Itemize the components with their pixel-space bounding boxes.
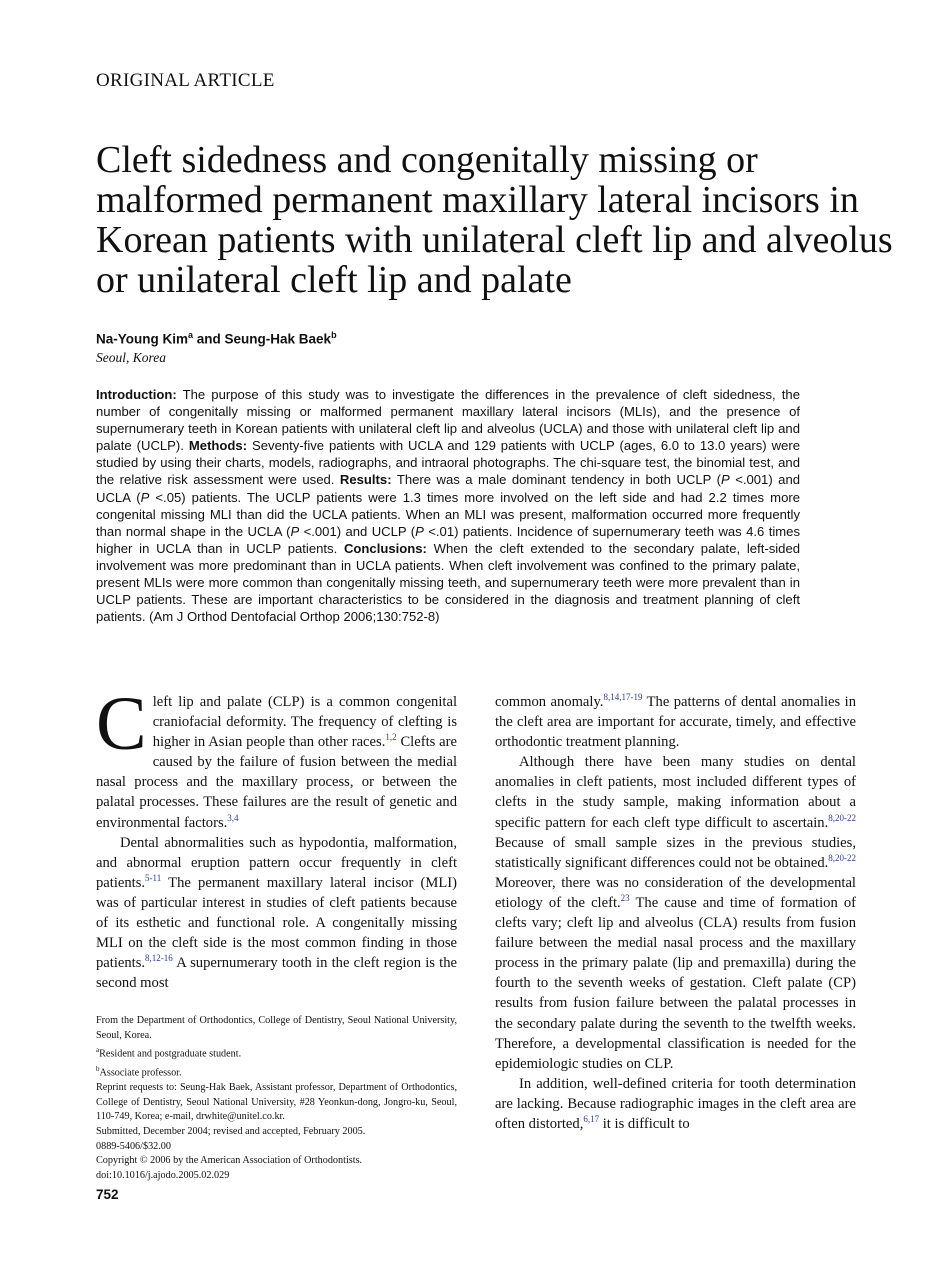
footnote-mark: a (96, 1046, 100, 1055)
p-value-symbol: P (140, 489, 150, 505)
body-text: A supernumerary tooth in the cleft region is the second most (96, 955, 457, 992)
abstract-conclusions-heading: Conclusions: (343, 540, 427, 556)
footnote-copyright: Copyright © 2006 by the American Association of Orthodontists. (96, 1155, 363, 1167)
article-title: Cleft sidedness and congenitally missing or malformed permanent maxillary lateral incisors in Korean patients with unilateral cleft lip and alveolus or unilateral cleft lip and palate (96, 139, 893, 301)
body-paragraph (96, 833, 457, 994)
author-joiner: and (193, 331, 225, 347)
footnote-text: Associate professor. (99, 1067, 182, 1079)
p-value-symbol: P (290, 523, 300, 539)
body-text: common anomaly. (495, 694, 604, 710)
body-text: In addition, well-defined criteria for tooth determination are lacking. Because radiographic images in the cleft area are often distorted, (495, 1075, 856, 1132)
abstract-results-text: <.01) patients. Incidence of supernumerary teeth was 4.6 times higher in UCLA than in UCLP patients. (96, 523, 800, 556)
abstract-results-text: <.05) patients. The UCLP patients were 1.3 times more involved on the left side and had 2.2 times more congenital missing MLI than did the UCLA patients. When an MLI was present, malformation occurred more frequently than normal shape in the UCLA ( (96, 489, 800, 539)
body-text: left lip and palate (CLP) is a common congenital craniofacial deformity. The frequency of clefting is higher in Asian people than other races. (152, 694, 457, 751)
body-text: Although there have been many studies on dental anomalies in cleft patients, most included different types of clefts in the study sample, making information about a specific pattern for each cleft type difficult to ascertain. (495, 754, 856, 831)
footnote-submitted: Submitted, December 2004; revised and accepted, February 2005. (96, 1125, 366, 1137)
p-value-symbol: P (415, 523, 424, 539)
citation-link[interactable]: 1,2 (385, 732, 397, 743)
footnote-doi[interactable]: doi:10.1016/j.ajodo.2005.02.029 (96, 1169, 230, 1181)
author-name: Na-Young Kim (96, 331, 188, 347)
abstract-results-heading: Results: (339, 472, 392, 488)
footnote-issn: 0889-5406/$32.00 (96, 1140, 171, 1152)
body-paragraph (495, 1074, 856, 1134)
body-column-left (96, 682, 457, 993)
abstract (96, 386, 800, 625)
abstract-intro-heading: Introduction: (96, 387, 177, 402)
abstract-intro-text: The purpose of this study was to investigate the differences in the prevalence of cleft sidedness, the number of congenitally missing or malformed permanent maxillary lateral incisors (MLIs), and the presence of supernumerary teeth in Korean patients with unilateral cleft lip and alveolus (UCLA) and those with unilateral cleft lip and palate (UCLP). (96, 387, 800, 454)
citation-link[interactable]: 23 (620, 892, 630, 903)
body-paragraph (495, 752, 856, 1074)
body-paragraph (96, 682, 457, 833)
citation-link[interactable]: 8,14,17-19 (603, 692, 643, 702)
p-value-symbol: P (720, 472, 730, 488)
footnote-affiliation: From the Department of Orthodontics, College of Dentistry, Seoul National University, Seoul, Korea. (96, 1015, 457, 1041)
body-text: Clefts are caused by the failure of fusion between the medial nasal process and the maxillary process, or between the palatal processes. These failures are the result of genetic and environmental factors. (96, 734, 457, 831)
section-label: ORIGINAL ARTICLE (96, 70, 275, 91)
citation-link[interactable]: 8,12-16 (145, 953, 173, 964)
abstract-results-text: There was a male dominant tendency in both UCLP ( (391, 472, 721, 488)
footnote-mark: b (96, 1065, 100, 1074)
citation-link[interactable]: 8,20-22 (828, 852, 857, 863)
body-text: The patterns of dental anomalies in the cleft area are important for accurate, timely, and effective orthodontic treatment planning. (495, 694, 856, 751)
abstract-methods-heading: Methods: (188, 438, 248, 454)
footnote-reprint: Reprint requests to: Seung-Hak Baek, Assistant professor, Department of Orthodontics, College of Dentistry, Seoul National University, #28 Yeonkun-dong, Jongro-ku, Seoul, 110-749, Korea; e-mail, drwhite@unitel.co.kr. (96, 1082, 457, 1123)
footnote-a (96, 1043, 457, 1062)
body-text: Because of small sample sizes in the previous studies, statistically significant differences could not be obtained. (495, 834, 856, 871)
citation-link[interactable]: 3,4 (227, 812, 239, 823)
body-text: The cause and time of formation of clefts vary; cleft lip and alveolus (CLA) results from fusion failure between the medial nasal process and the maxillary process in the primary palate (lip and premaxilla) during the fourth to the seventh weeks of gestation. Cleft palate (CP) results from fusion failure between the palatal processes in the secondary palate during the seventh to the twelfth weeks. Therefore, a developmental classification is needed for the epidemiologic studies on CLP. (495, 894, 856, 1072)
footnote-b (96, 1062, 457, 1081)
abstract-results-text: <.001) and UCLP ( (299, 523, 416, 539)
body-text: it is difficult to (599, 1115, 690, 1132)
body-column-right (495, 692, 856, 1134)
author-location: Seoul, Korea (96, 350, 166, 365)
author-affiliation-mark: b (331, 330, 337, 340)
abstract-conclusions-text: When the cleft extended to the secondary palate, left-sided involvement was more predominant than in UCLA patients. When cleft involvement was confined to the primary palate, present MLIs were more common than congenitally missing teeth, and supernumerary teeth were more prevalent than in UCLP patients. These are important characteristics to be considered in the diagnosis and treatment planning of cleft patients. (Am J Orthod Dentofacial Orthop 2006;130:752-8) (96, 540, 801, 625)
body-text: Dental abnormalities such as hypodontia, malformation, and abnormal eruption pattern occur frequently in cleft patients. (96, 834, 457, 891)
author-affiliation-mark: a (188, 330, 194, 340)
citation-link[interactable]: 5-11 (145, 872, 162, 883)
body-text: The permanent maxillary lateral incisor (MLI) was of particular interest in studies of cleft patients because of its esthetic and functional role. A congenitally missing MLI on the cleft side is the most common finding in those patients. (96, 874, 457, 972)
author-name: Seung-Hak Baek (224, 331, 332, 347)
drop-cap: C (96, 682, 147, 766)
author-list (96, 330, 337, 347)
page-number: 752 (96, 1187, 119, 1202)
citation-link[interactable]: 6,17 (583, 1113, 600, 1124)
body-paragraph (495, 692, 856, 752)
footnotes (96, 1014, 457, 1183)
abstract-results-text: <.001) and UCLA ( (96, 472, 801, 505)
citation-link[interactable]: 8,20-22 (828, 812, 856, 823)
body-text: Moreover, there was no consideration of the developmental etiology of the cleft. (495, 874, 856, 911)
footnote-text: Resident and postgraduate student. (99, 1048, 242, 1060)
abstract-methods-text: Seventy-five patients with UCLA and 129 patients with UCLP (ages, 6.0 to 13.0 years) were studied by using their charts, models, radiographs, and intraoral photographs. The chi-square test, the binomial test, and the relative risk assessment were used. (96, 438, 800, 488)
